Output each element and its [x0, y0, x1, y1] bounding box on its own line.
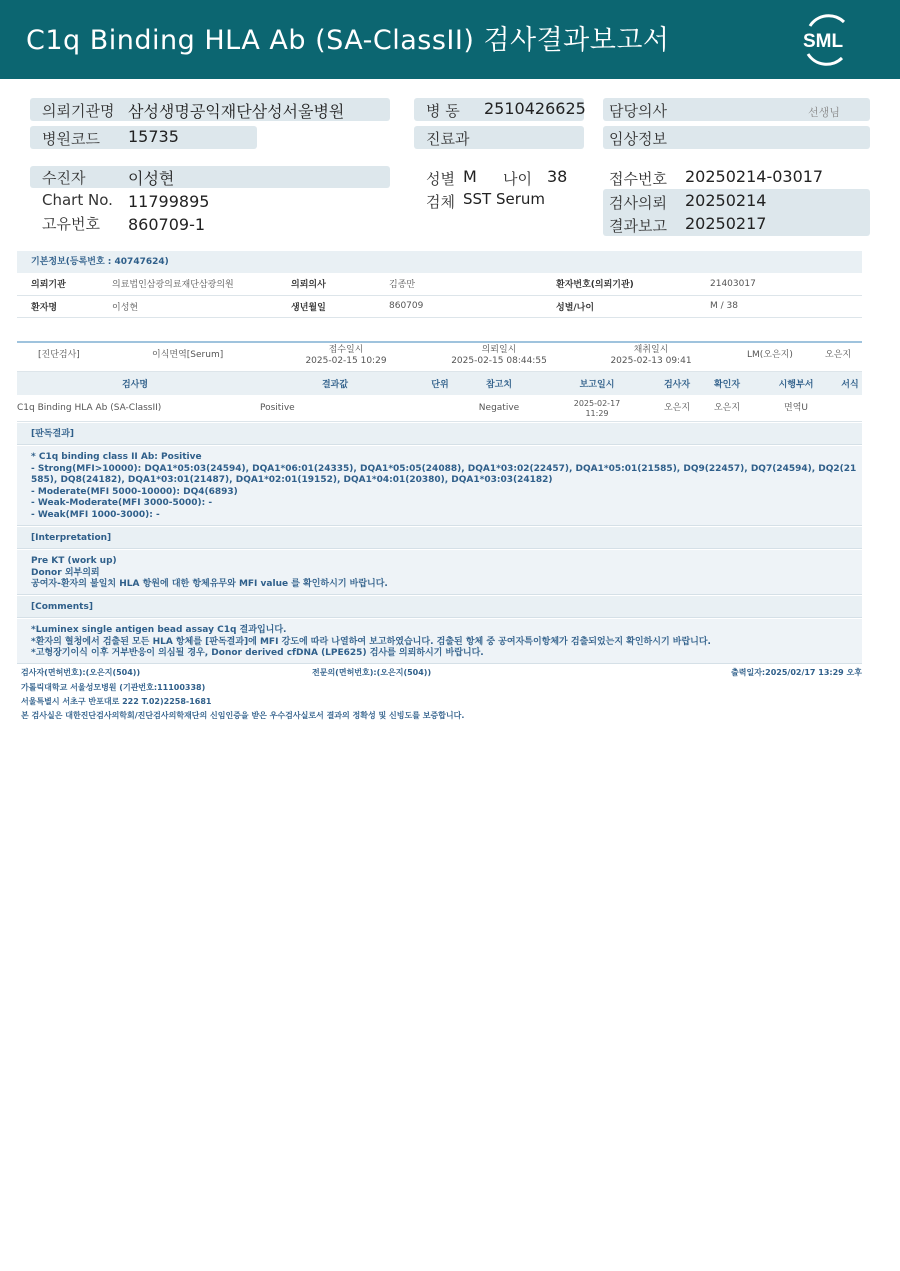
- col-form: 서식: [841, 380, 859, 390]
- row-result: Positive: [260, 403, 295, 413]
- age-label: 나이: [503, 170, 532, 188]
- table-row: [17, 295, 862, 317]
- exam-lm: LM(오은지): [747, 350, 793, 360]
- received-label: 접수일시: [328, 345, 364, 355]
- comments-title: [Comments]: [17, 596, 862, 618]
- patno-val: 21403017: [710, 273, 862, 295]
- col-report-date: 보고일시: [579, 380, 615, 390]
- interpretation-line: Pre KT (work up): [31, 556, 117, 566]
- age-value: 38: [547, 167, 568, 186]
- sexage-val: M / 38: [710, 295, 862, 317]
- sex-value: M: [463, 167, 477, 186]
- sexage-key: 성별/나이: [556, 295, 710, 317]
- basic-info-table: [17, 273, 862, 318]
- request-label: 검사의뢰: [609, 194, 667, 212]
- interpretation-title: [Interpretation]: [17, 527, 862, 549]
- judgement-title: [판독결과]: [17, 423, 862, 445]
- footer-printed: 출력일자:2025/02/17 13:29 오후: [731, 668, 862, 677]
- clinical-info-label: 임상정보: [609, 130, 667, 148]
- col-test-name: 검사명: [121, 380, 149, 390]
- judgement-line: - Weak(MFI 1000-3000): -: [31, 509, 160, 520]
- hospital-code-label: 병원코드: [42, 130, 100, 148]
- requested-label: 의뢰일시: [481, 345, 517, 355]
- col-confirmer: 확인자: [713, 380, 741, 390]
- ward-label: 병 동: [426, 102, 460, 120]
- footer-specialist: 전문의(면허번호):(오은지(504)): [312, 668, 432, 677]
- report-value: 20250217: [685, 214, 767, 233]
- comment-line: *환자의 혈청에서 검출된 모든 HLA 항체를 [판독결과]에 MFI 강도에 따라 나열하여 보고하였습니다. 검출된 항체 중 공여자특이항체가 검출되었는지 확인하시기 바랍니다.: [31, 636, 711, 647]
- comments-body: [17, 619, 862, 664]
- name-key: 환자명: [17, 295, 112, 317]
- interpretation-body: [17, 550, 862, 595]
- received-value: 2025-02-15 10:29: [305, 356, 387, 366]
- birth-val: 860709: [388, 295, 556, 317]
- req-doctor-key: 의뢰의사: [280, 273, 388, 295]
- row-reference: Negative: [478, 403, 520, 413]
- patient-label: 수진자: [42, 169, 86, 187]
- department-label: 진료과: [426, 130, 470, 148]
- unique-value: 860709-1: [128, 215, 206, 234]
- judgement-line: - Strong(MFI>10000): DQA1*05:03(24594), DQA1*06:01(24335), DQA1*05:05(24088), DQA1*03:02(22457), DQA1*05:01(21585), DQ9(22457), DQ7(24594), DQ2(21585), DQ8(24182), DQA1*03:01(21487), DQA1*02:01(19152), DQA1*04:01(20380), DQA1*03:03(24182): [31, 463, 857, 486]
- col-unit: 단위: [431, 380, 449, 390]
- judgement-body: [17, 446, 862, 526]
- chart-label: Chart No.: [42, 191, 113, 209]
- col-dept: 시행부서: [778, 380, 814, 390]
- col-result: 결과값: [321, 380, 349, 390]
- name-val: 이성현: [112, 295, 280, 317]
- row-test-name: C1q Binding HLA Ab (SA-ClassII): [17, 403, 162, 413]
- birth-key: 생년월일: [280, 295, 388, 317]
- org-key: 의뢰기관: [17, 273, 112, 295]
- exam-specimen: 이식면역[Serum]: [152, 350, 224, 360]
- row-dept: 면역U: [784, 403, 808, 413]
- org-value: 삼성생명공익재단삼성서울병원: [128, 102, 345, 121]
- interpretation-line: 공여자-환자의 불일치 HLA 항원에 대한 항체유무와 MFI value 를 확인하시기 바랍니다.: [31, 579, 388, 590]
- patno-key: 환자번호(의뢰기관): [556, 273, 710, 295]
- org-val: 의료법인삼광의료재단삼광의원: [112, 273, 280, 295]
- specimen-label: 검체: [426, 193, 455, 211]
- exam-person: 오은지: [825, 350, 852, 360]
- footer-certification: 본 검사실은 대한진단검사의학회/진단검사의학재단의 신임인증을 받은 우수검사실로서 결과의 정확성 및 신빙도를 보증합니다.: [21, 711, 465, 720]
- hospital-code-value: 15735: [128, 127, 179, 146]
- req-doctor-val: 김종만: [388, 273, 556, 295]
- basic-info-title: 기본정보(등록번호 : 40747624): [17, 251, 862, 273]
- exam-info-top-border: [17, 341, 862, 343]
- comment-line: *고형장기이식 이후 거부반응이 의심될 경우, Donor derived cfDNA (LPE625) 검사를 의뢰하시기 바랍니다.: [31, 648, 484, 659]
- row-report-date: 2025-02-17: [573, 399, 621, 408]
- doctor-suffix: 선생님: [808, 106, 840, 119]
- footer-institution: 가톨릭대학교 서울성모병원 (기관번호:11100338): [21, 683, 206, 692]
- report-title: C1q Binding HLA Ab (SA-ClassII) 검사결과보고서: [26, 25, 670, 56]
- org-label: 의뢰기관명: [42, 102, 115, 120]
- judgement-line: * C1q binding class II Ab: Positive: [31, 452, 202, 462]
- report-label: 결과보고: [609, 217, 667, 235]
- requested-value: 2025-02-15 08:44:55: [451, 356, 547, 366]
- basic-info-section: [17, 251, 862, 318]
- comment-line: *Luminex single antigen bead assay C1q 결과입니다.: [31, 625, 287, 635]
- doctor-label: 담당의사: [609, 102, 667, 120]
- logo-text: SML: [803, 31, 844, 52]
- ward-value: 2510426625: [484, 99, 586, 118]
- chart-value: 11799895: [128, 192, 210, 211]
- table-row: [17, 273, 862, 295]
- request-value: 20250214: [685, 191, 767, 210]
- interpretation-line: Donor 외부의뢰: [31, 567, 100, 578]
- sex-label: 성별: [426, 170, 455, 188]
- footer-address: 서울특별시 서초구 반포대로 222 T.02)2258-1681: [21, 697, 212, 706]
- col-reference: 참고치: [485, 380, 513, 390]
- col-tester: 검사자: [663, 380, 691, 390]
- unique-label: 고유번호: [42, 215, 100, 233]
- row-confirmer: 오은지: [713, 403, 741, 413]
- judgement-line: - Weak-Moderate(MFI 3000-5000): -: [31, 498, 213, 509]
- collected-label: 채취일시: [633, 345, 669, 355]
- sml-logo: [800, 12, 852, 66]
- footer-tester: 검사자(면허번호):(오은지(504)): [21, 668, 141, 677]
- judgement-line: - Moderate(MFI 5000-10000): DQ4(6893): [31, 486, 238, 497]
- row-report-time: 11:29: [585, 409, 609, 418]
- report-header: [0, 0, 900, 79]
- specimen-value: SST Serum: [463, 190, 546, 208]
- receipt-value: 20250214-03017: [685, 167, 824, 186]
- exam-category: [진단검사]: [38, 350, 80, 360]
- collected-value: 2025-02-13 09:41: [610, 356, 692, 366]
- row-tester: 오은지: [663, 403, 691, 413]
- receipt-label: 접수번호: [609, 170, 667, 188]
- patient-value: 이성현: [128, 169, 175, 188]
